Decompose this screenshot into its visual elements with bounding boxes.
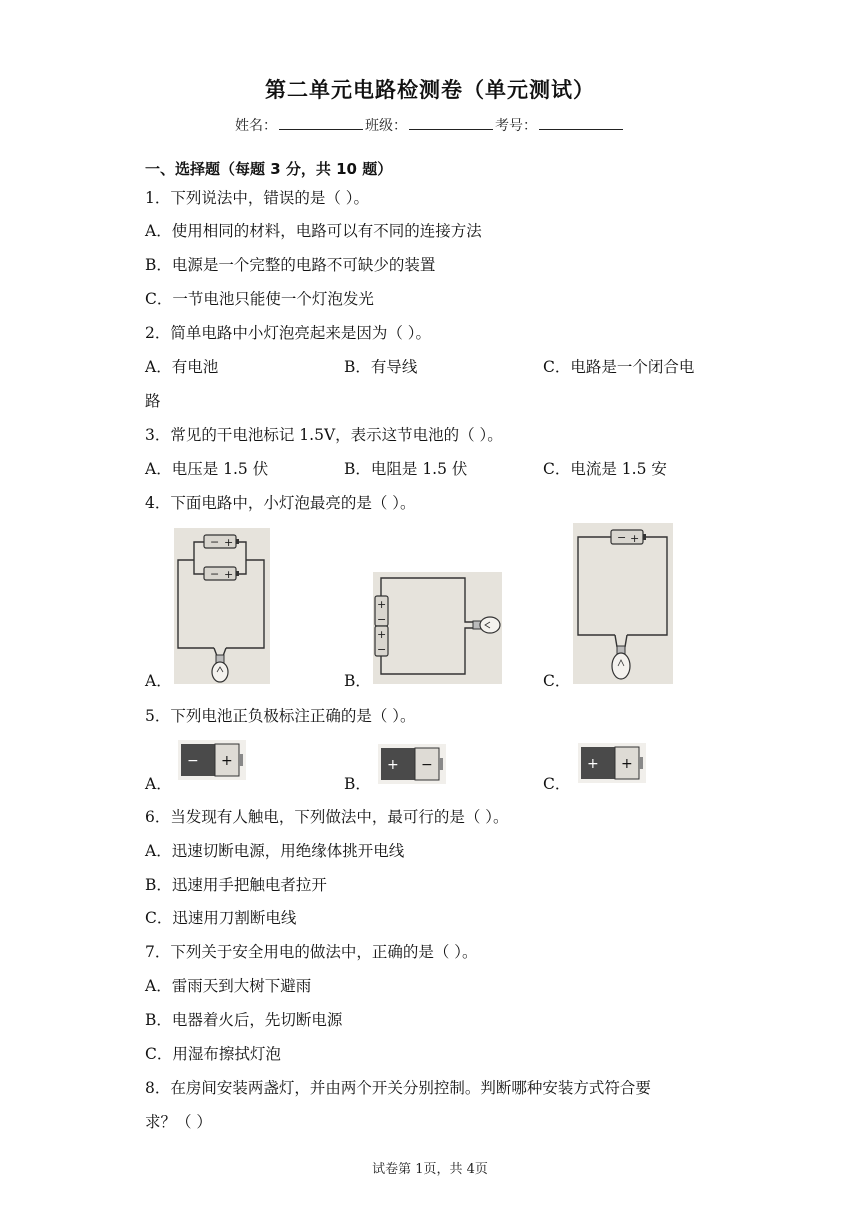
question-7-stem: 7．下列关于安全用电的做法中，正确的是（ ）。	[145, 943, 478, 961]
question-4-option-a: A．	[145, 672, 172, 690]
circuit-figure-b	[373, 572, 502, 684]
circuit-figure-a	[174, 528, 270, 684]
question-5-option-b: B．	[344, 775, 371, 793]
section-heading: 一、选择题（每题 3 分，共 10 题）	[145, 160, 393, 178]
battery-minus-label: −	[421, 757, 433, 773]
question-3-option-a: A．电压是 1.5 伏	[145, 460, 269, 478]
question-4-stem: 4．下面电路中，小灯泡最亮的是（ ）。	[145, 494, 416, 512]
question-6-option-a: A．迅速切断电源，用绝缘体挑开电线	[145, 842, 405, 860]
question-8-stem-continued: 求？（ ）	[145, 1113, 212, 1131]
page-title: 第二单元电路检测卷（单元测试）	[265, 78, 595, 102]
battery-minus-label: −	[377, 643, 387, 656]
battery-plus-label: +	[630, 532, 640, 545]
battery-plus-label: +	[377, 598, 387, 611]
battery-figure-b	[378, 744, 446, 784]
class-blank[interactable]	[409, 116, 493, 130]
question-3-option-c: C．电流是 1.5 安	[543, 460, 667, 478]
battery-figure-a	[178, 740, 246, 780]
battery-minus-label: −	[617, 531, 627, 544]
question-1-option-c: C．一节电池只能使一个灯泡发光	[145, 290, 374, 308]
question-3-stem: 3．常见的干电池标记 1.5V，表示这节电池的（ ）。	[145, 426, 503, 444]
battery-plus-label: +	[587, 756, 599, 772]
battery-minus-label: −	[187, 753, 199, 769]
battery-minus-label: −	[210, 567, 220, 581]
student-info-line	[0, 115, 860, 135]
question-6-option-b: B．迅速用手把触电者拉开	[145, 876, 327, 894]
question-8-stem: 8．在房间安装两盏灯，并由两个开关分别控制。判断哪种安装方式符合要	[145, 1079, 651, 1097]
number-label: 考号：	[495, 118, 537, 134]
battery-minus-label: −	[210, 535, 220, 549]
battery-plus-label: +	[224, 568, 234, 581]
question-1-option-a: A．使用相同的材料，电路可以有不同的连接方法	[145, 222, 482, 240]
question-2-option-b: B．有导线	[344, 358, 418, 376]
question-7-option-c: C．用湿布擦拭灯泡	[145, 1045, 281, 1063]
battery-minus-label: −	[377, 613, 387, 626]
circuit-figure-c	[573, 523, 673, 684]
number-blank[interactable]	[539, 116, 623, 130]
name-blank[interactable]	[279, 116, 363, 130]
battery-plus-label: +	[221, 753, 233, 769]
battery-plus-label: +	[377, 628, 387, 641]
question-2-option-a: A．有电池	[145, 358, 219, 376]
question-5-option-a: A．	[145, 775, 172, 793]
question-2-option-c: C．电路是一个闭合电	[543, 358, 695, 376]
battery-plus-label: +	[387, 757, 399, 773]
battery-plus-label: +	[224, 536, 234, 549]
page-footer: 试卷第 1页，共 4页	[372, 1162, 488, 1177]
question-7-option-b: B．电器着火后，先切断电源	[145, 1011, 343, 1029]
question-4-option-b: B．	[344, 672, 371, 690]
question-4-option-c: C．	[543, 672, 571, 690]
class-label: 班级：	[365, 118, 407, 134]
question-1-stem: 1．下列说法中，错误的是（ ）。	[145, 189, 370, 207]
question-2-option-c-continued: 路	[145, 392, 161, 410]
battery-plus-label: +	[621, 756, 633, 772]
question-6-stem: 6．当发现有人触电，下列做法中，最可行的是（ ）。	[145, 808, 509, 826]
question-6-option-c: C．迅速用刀割断电线	[145, 909, 297, 927]
question-3-option-b: B．电阻是 1.5 伏	[344, 460, 468, 478]
question-5-stem: 5．下列电池正负极标注正确的是（ ）。	[145, 707, 416, 725]
battery-figure-c	[578, 743, 646, 783]
question-5-option-c: C．	[543, 775, 571, 793]
question-1-option-b: B．电源是一个完整的电路不可缺少的装置	[145, 256, 436, 274]
name-label: 姓名：	[235, 118, 277, 134]
question-2-stem: 2．简单电路中小灯泡亮起来是因为（ ）。	[145, 324, 432, 342]
question-7-option-a: A．雷雨天到大树下避雨	[145, 977, 312, 995]
